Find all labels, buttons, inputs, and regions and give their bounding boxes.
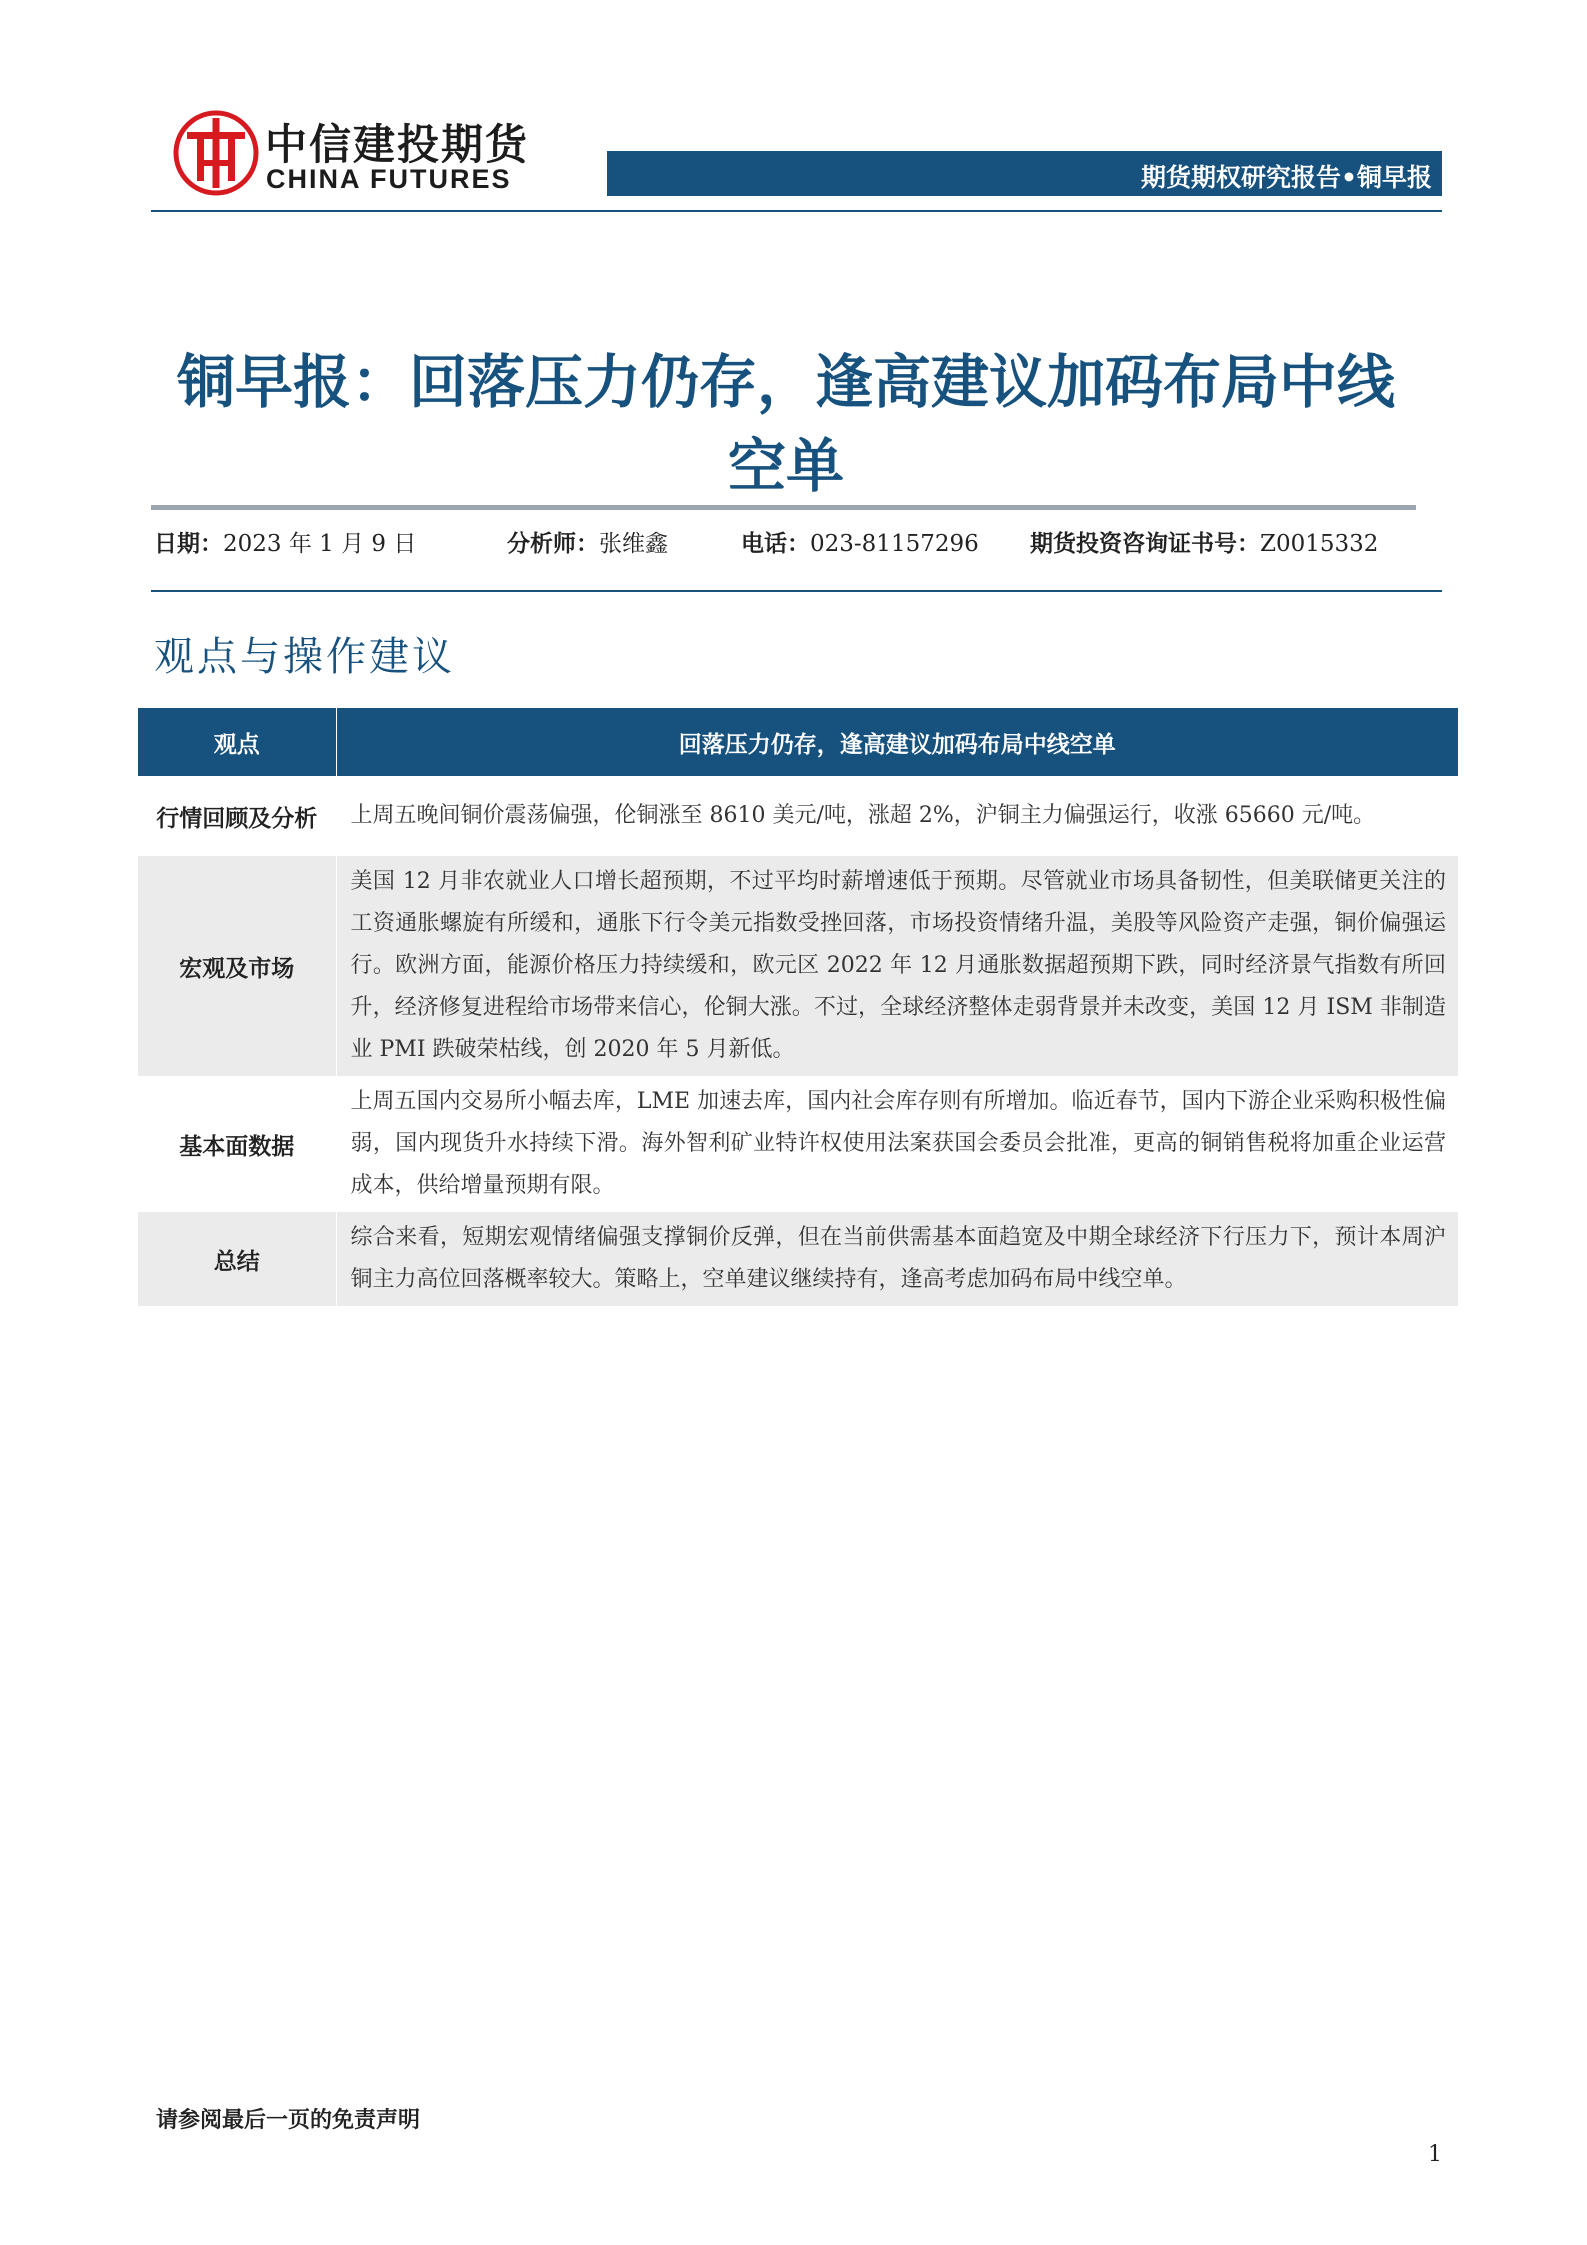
meta-analyst-value: 张维鑫 bbox=[599, 531, 668, 557]
meta-phone bbox=[741, 525, 979, 558]
row-label: 基本面数据 bbox=[138, 1076, 336, 1212]
table-header-row bbox=[138, 708, 1458, 776]
document-title: 铜早报：回落压力仍存，逢高建议加码布局中线空单 bbox=[176, 348, 1395, 500]
row-text: 上周五晚间铜价震荡偏强，伦铜涨至 8610 美元/吨，涨超 2%，沪铜主力偏强运行，收涨 65660 元/吨。 bbox=[350, 803, 1376, 828]
section-heading: 观点与操作建议 bbox=[154, 634, 455, 680]
table-row bbox=[138, 1212, 1458, 1306]
meta-analyst-label: 分析师： bbox=[507, 531, 599, 557]
meta-certificate-label: 期货投资咨询证书号： bbox=[1030, 531, 1260, 557]
logo-english-name: CHINA FUTURES bbox=[266, 164, 512, 194]
table-header-view: 观点 bbox=[138, 708, 336, 776]
meta-certificate bbox=[1030, 525, 1378, 558]
meta-analyst bbox=[507, 525, 668, 558]
meta-date-value: 2023 年 1 月 9 日 bbox=[223, 531, 417, 557]
logo-chinese-name: 中信建投期货 bbox=[265, 120, 530, 169]
meta-phone-value: 023-81157296 bbox=[810, 531, 979, 557]
meta-phone-label: 电话： bbox=[741, 531, 810, 557]
report-type-band bbox=[607, 151, 1442, 196]
page-number: 1 bbox=[1428, 2142, 1442, 2167]
citic-logo-icon bbox=[173, 110, 259, 196]
meta-certificate-value: Z0015332 bbox=[1260, 531, 1379, 557]
disclaimer-note: 请参阅最后一页的免责声明 bbox=[156, 2108, 421, 2133]
table-row bbox=[138, 856, 1458, 1076]
table-row bbox=[138, 776, 1458, 856]
row-text: 美国 12 月非农就业人口增长超预期，不过平均时薪增速低于预期。尽管就业市场具备韧性，但美联储更关注的工资通胀螺旋有所缓和，通胀下行令美元指数受挫回落，市场投资情绪升温，美股等风险资产走强，铜价偏强运行。欧洲方面，能源价格压力持续缓和，欧元区 2022 年 12 月通胀数据超预期下跌，同时经济景气指数有所回升，经济修复进程给市场带来信心，伦铜大涨。不过，全球经济整体走弱背景并未改变，美国 12 月 ISM 非制造业 PMI 跌破荣枯线，创 2020 年 5 月新低。 bbox=[336, 856, 1458, 1076]
table-header-summary: 回落压力仍存，逢高建议加码布局中线空单 bbox=[336, 708, 1458, 776]
row-text: 综合来看，短期宏观情绪偏强支撑铜价反弹，但在当前供需基本面趋宽及中期全球经济下行压力下，预计本周沪铜主力高位回落概率较大。策略上，空单建议继续持有，逢高考虑加码布局中线空单。 bbox=[336, 1212, 1458, 1306]
meta-divider bbox=[151, 590, 1442, 592]
report-type-title: 期货期权研究报告•铜早报 bbox=[1141, 163, 1432, 192]
table-row bbox=[138, 1076, 1458, 1212]
meta-date-label: 日期： bbox=[154, 531, 223, 557]
row-text: 上周五国内交易所小幅去库，LME 加速去库，国内社会库存则有所增加。临近春节，国内下游企业采购积极性偏弱，国内现货升水持续下滑。海外智利矿业特许权使用法案获国会委员会批准，更高的铜销售税将加重企业运营成本，供给增量预期有限。 bbox=[350, 1089, 1446, 1198]
company-logo bbox=[173, 110, 533, 198]
row-label: 行情回顾及分析 bbox=[138, 776, 336, 856]
title-divider bbox=[151, 505, 1416, 510]
header-divider bbox=[151, 210, 1442, 212]
view-table bbox=[138, 708, 1458, 1306]
meta-date bbox=[154, 525, 416, 558]
row-label: 总结 bbox=[138, 1212, 336, 1306]
row-label: 宏观及市场 bbox=[138, 856, 336, 1076]
